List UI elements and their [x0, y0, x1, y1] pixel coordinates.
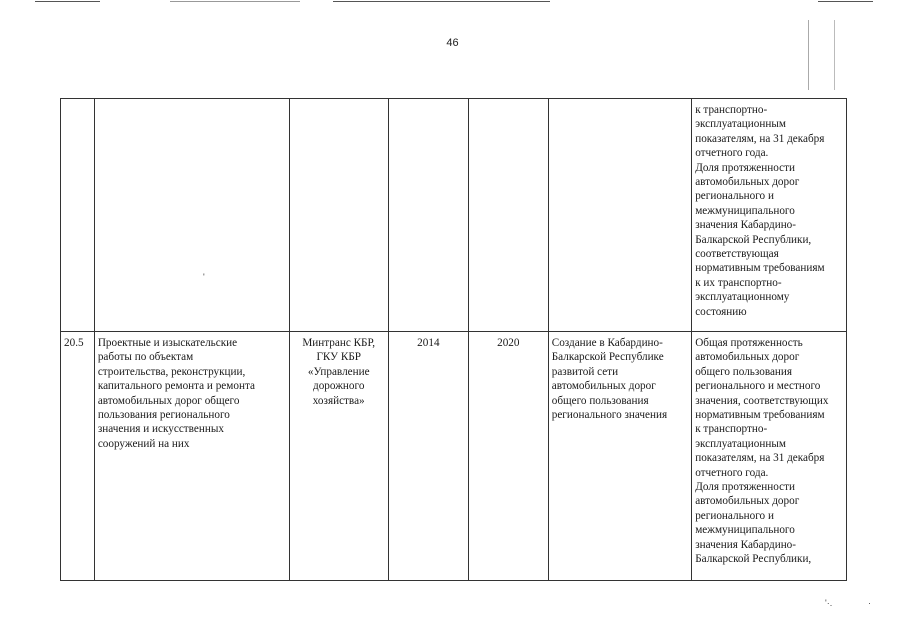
cell-executor: Минтранс КБР, ГКУ КБР «Управление дорожного хозяйства»	[289, 332, 388, 581]
cell-indicator: к транспортно- эксплуатационным показателям, на 31 декабря отчетного года. Доля протяженности автомобильных дорог регионального и межмуниципального значения Кабардино- Балкарской Республики, соответствующая нормативным требованиям к их транспортно- эксплуатационному состоянию	[692, 99, 847, 332]
cell-indicator: Общая протяженность автомобильных дорог общего пользования регионального и местного значения, соответствующих нормативным требованиям к транспортно- эксплуатационным показателям, на 31 декабря отчетного года. Доля протяженности автомобильных дорог регионального и межмуниципального значения Кабардино- Балкарской Республики,	[692, 332, 847, 581]
table-row	[61, 332, 847, 581]
scan-artifact-dot: '·.	[825, 598, 833, 608]
cell-number: 20.5	[61, 332, 95, 581]
cell-activity-name	[94, 99, 289, 332]
cell-end-year	[468, 99, 548, 332]
cell-executor	[289, 99, 388, 332]
program-activities-table	[60, 98, 847, 581]
scan-artifact-line	[333, 1, 550, 2]
page-number: 46	[446, 37, 459, 49]
scan-artifact-dot: '	[203, 272, 205, 282]
scan-artifact-vertical	[808, 20, 809, 90]
cell-activity-name: Проектные и изыскательские работы по объектам строительства, реконструкции, капитального ремонта и ремонта автомобильных дорог общего пользования регионального значения и искусственных сооружений на них	[94, 332, 289, 581]
scan-artifact-line	[35, 1, 100, 2]
cell-number	[61, 99, 95, 332]
scan-artifact-line	[818, 1, 873, 2]
cell-expected-result: Создание в Кабардино- Балкарской Республике развитой сети автомобильных дорог общего пользования регионального значения	[548, 332, 691, 581]
scan-artifact-line	[170, 1, 300, 2]
table-row	[61, 99, 847, 332]
scan-artifact-vertical	[834, 20, 835, 90]
cell-start-year	[388, 99, 468, 332]
cell-end-year: 2020	[468, 332, 548, 581]
cell-start-year: 2014	[388, 332, 468, 581]
cell-expected-result	[548, 99, 691, 332]
scan-artifact-dot: ·	[868, 598, 871, 608]
